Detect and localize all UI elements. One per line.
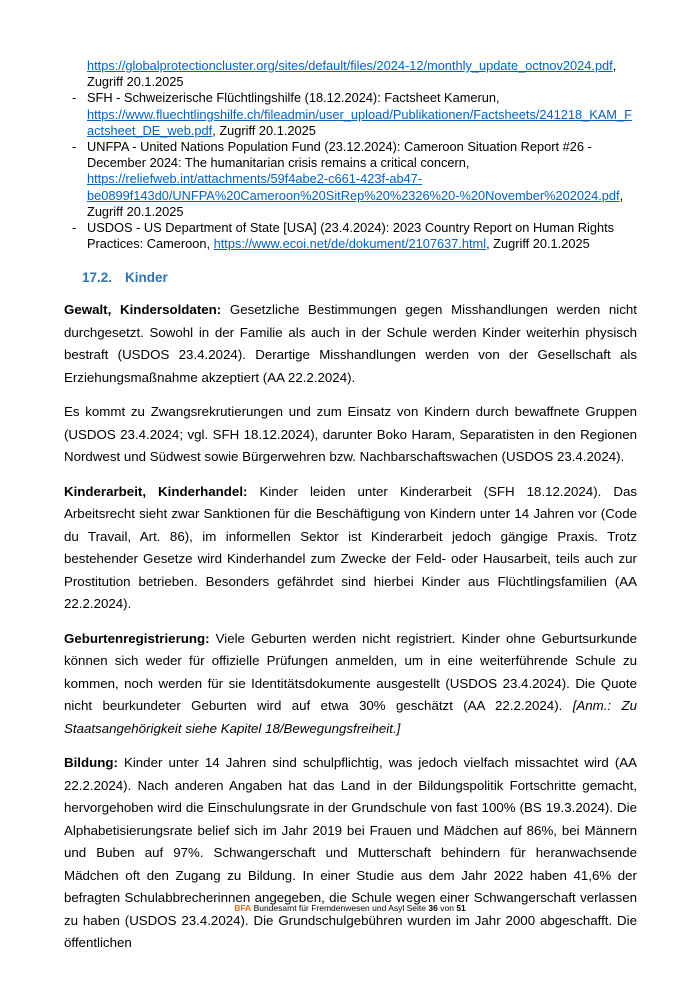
text-run: Kinder leiden unter Kinderarbeit (SFH 18.12.2024). Das Arbeitsrecht sieht zwar Sanktionen für die Beschäftigung von Kindern unter 14 Jahren vor (Code du Travail, Art. 86), im informellen Sektor ist Kinderarbeit jedoch gängige Praxis. Trotz bestehender Gesetze wird Kinderhandel zum Zwecke der Feld- oder Hausarbeit, teils auch zur Prostitution betrieben. Besonders gefährdet sind hierbei Kinder aus Flüchtlingsfamilien (AA 22.2.2024). xyxy=(64,483,638,612)
text-run: UNFPA - United Nations Population Fund (23.12.2024): Cameroon Situation Report #26 - December 2024: The humanitarian crisis remains a critical concern, xyxy=(87,139,592,171)
source-text xyxy=(87,139,637,220)
text-run: [Anm.: Zu Staatsangehörigkeit siehe Kapitel 18/Bewegungsfreiheit.] xyxy=(64,698,637,736)
footer-office-label: Bundesamt für Fremdenwesen und Asyl Seite xyxy=(253,903,427,913)
bullet-dash: - xyxy=(72,220,77,236)
text-run: Kinderarbeit, Kinderhandel: xyxy=(64,483,260,499)
text-run: , Zugriff 20.1.2025 xyxy=(486,236,590,252)
hyperlink[interactable]: https://globalprotectioncluster.org/sites/default/files/2024-12/monthly_update_octnov2024.pdf xyxy=(87,58,613,73)
source-text xyxy=(87,58,637,90)
text-run: SFH - Schweizerische Flüchtlingshilfe (18.12.2024): Factsheet Kamerun, xyxy=(87,90,500,106)
footer-von-label: von xyxy=(440,903,454,913)
paragraph xyxy=(64,628,637,741)
bullet-dash: - xyxy=(72,90,77,106)
bullet-dash: - xyxy=(72,139,77,155)
text-run: , Zugriff 20.1.2025 xyxy=(87,187,624,219)
source-item xyxy=(64,220,637,252)
footer-page-number: 36 xyxy=(428,903,438,913)
text-run: , Zugriff 20.1.2025 xyxy=(87,58,617,90)
page-footer xyxy=(0,903,700,914)
body-paragraphs xyxy=(64,299,637,955)
section-heading xyxy=(82,270,637,285)
hyperlink[interactable]: https://www.fluechtlingshilfe.ch/fileadmin/user_upload/Publikationen/Factsheets/241218_KAM_Factsheet_DE_web.pdf xyxy=(87,106,632,138)
bullet-dash xyxy=(72,58,87,90)
source-item xyxy=(64,58,637,90)
text-run: Gesetzliche Bestimmungen gegen Misshandlungen werden nicht durchgesetzt. Sowohl in der Familie als auch in der Schule werden Kinder weiterhin physisch bestraft (USDOS 23.4.2024). Derartige Misshandlungen werden von der Gesellschaft als Erziehungsmaßnahme akzeptiert (AA 22.2.2024). xyxy=(64,302,637,385)
text-run: Viele Geburten werden nicht registriert. Kinder ohne Geburtsurkunde können sich weder für offizielle Prüfungen anmelden, um in eine weiterführende Schule zu kommen, noch werden für sie Identitätsdokumente ausgestellt (USDOS 23.4.2024). Die Quote nicht beurkundeter Geburten wird auf etwa 30% geschätzt (AA 22.2.2024). xyxy=(64,630,637,714)
footer-brand: BFA xyxy=(234,903,252,913)
paragraph xyxy=(64,752,637,955)
text-run: , Zugriff 20.1.2025 xyxy=(212,122,316,138)
paragraph xyxy=(64,401,637,469)
hyperlink[interactable]: https://www.ecoi.net/de/dokument/2107637.html xyxy=(213,236,487,252)
source-item xyxy=(64,139,637,220)
source-text xyxy=(87,220,637,252)
hyperlink[interactable]: https://reliefweb.int/attachments/59f4abe2-c661-423f-ab47-be0899f143d0/UNFPA%20Cameroon%20SitRep%20%2326%20-%20November%202024.pdf xyxy=(87,171,620,203)
source-list xyxy=(64,58,637,252)
text-run: Es kommt zu Zwangsrekrutierungen und zum Einsatz von Kindern durch bewaffnete Gruppen (USDOS 23.4.2024; vgl. SFH 18.12.2024), darunter Boko Haram, Separatisten in den Regionen Nordwest und Südwest sowie Bürgerwehren bzw. Nachbarschaftswachen (USDOS 23.4.2024). xyxy=(64,404,637,465)
footer-total-pages: 51 xyxy=(456,903,466,913)
source-text xyxy=(87,90,637,139)
text-run: Kinder unter 14 Jahren sind schulpflichtig, was jedoch vielfach missachtet wird (AA 22.2.2024). Nach anderen Angaben hat das Land in der Bildungspolitik Fortschritte gemacht, hervorgehoben wird die Einschulungsrate in der Grundschule von fast 100% (BS 19.3.2024). Die Alphabetisierungsrate belief sich im Jahr 2019 bei Frauen und Mädchen auf 86%, bei Männern und Buben auf 97%. Schwangerschaft und Mutterschaft behindern für heranwachsende Mädchen oft den Zugang zu Bildung. In einer Studie aus dem Jahr 2022 haben 41,6% der befragten Schulabbrecherinnen angegeben, die Schule wegen einer Schwangerschaft verlassen zu haben (USDOS 23.4.2024). Die Grundschulgebühren wurden im Jahr 2000 abgeschafft. Die öffentlichen xyxy=(64,755,637,951)
text-run: Bildung: xyxy=(64,755,124,771)
section-number: 17.2. xyxy=(82,270,113,286)
text-run: Gewalt, Kindersoldaten: xyxy=(64,302,230,318)
paragraph xyxy=(64,299,637,389)
section-title: Kinder xyxy=(125,270,168,286)
text-run: Geburtenregistrierung: xyxy=(64,630,216,646)
text-run: USDOS - US Department of State [USA] (23.4.2024): 2023 Country Report on Human Rights Practices: Cameroon, xyxy=(87,220,615,252)
source-item xyxy=(64,90,637,139)
paragraph xyxy=(64,481,637,616)
